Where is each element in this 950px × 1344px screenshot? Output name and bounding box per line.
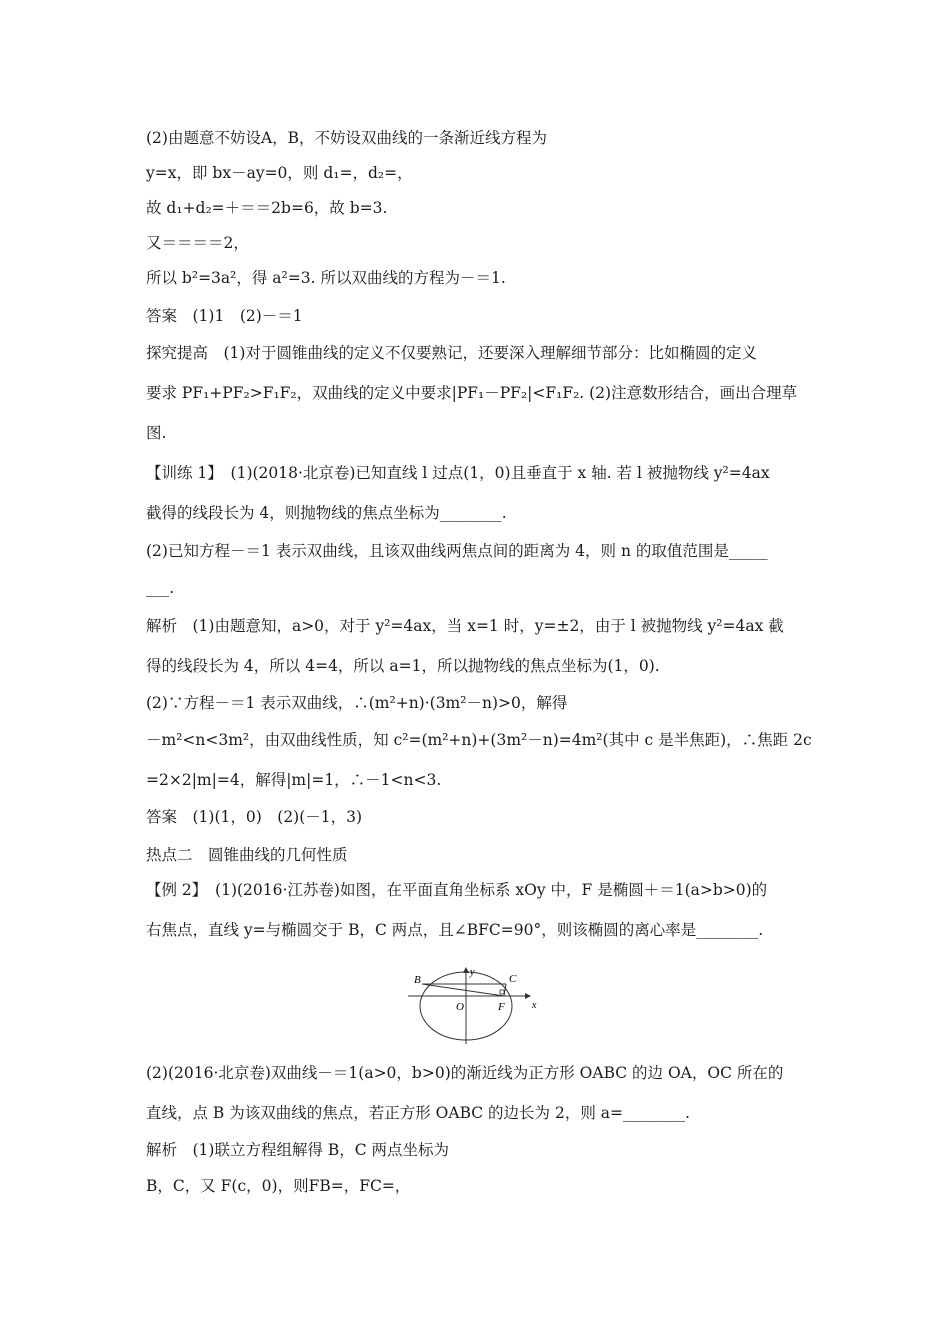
- line-17: －m²<n<3m²，由双曲线性质，知 c²=(m²+n)+(3m²－n)=4m²(其中 c 是半焦距)，∴焦距 2c: [146, 731, 812, 749]
- line-26: B，C，又 F(c，0)，则FB=，FC=，: [146, 1177, 411, 1195]
- line-2: y=x，即 bx－ay=0，则 d₁=，d₂=，: [146, 164, 413, 182]
- label-y: y: [470, 967, 475, 978]
- label-f: F: [498, 1001, 505, 1013]
- section-heading: 热点二 圆锥曲线的几何性质: [146, 846, 348, 864]
- label-x: x: [532, 1000, 537, 1011]
- label-b: B: [414, 974, 421, 986]
- line-1: (2)由题意不妨设A，B，不妨设双曲线的一条渐近线方程为: [146, 129, 548, 147]
- line-5: 所以 b²=3a²，得 a²=3. 所以双曲线的方程为－＝1.: [146, 269, 506, 287]
- line-13: ___.: [146, 579, 175, 597]
- line-22: 右焦点，直线 y=与椭圆交于 B，C 两点，且∠BFC=90°，则该椭圆的离心率是________.: [146, 921, 764, 939]
- exercise-heading: 【训练 1】 (1)(2018·北京卷)已知直线 l 过点(1，0)且垂直于 x 轴. 若 l 被抛物线 y²=4ax: [146, 464, 770, 482]
- answer-2: 答案 (1)(1，0) (2)(－1，3): [146, 808, 363, 826]
- line-18: =2×2|m|=4，解得|m|=1，∴－1<n<3.: [146, 771, 442, 789]
- line-4: 又＝＝＝＝2，: [146, 234, 249, 252]
- right-angle-mark: [500, 990, 504, 994]
- label-c: C: [509, 973, 517, 985]
- answer-1: 答案 (1)1 (2)－＝1: [146, 307, 303, 325]
- line-3: 故 d₁+d₂=＋＝＝2b=6，故 b=3.: [146, 199, 388, 217]
- line-24: 直线，点 B 为该双曲线的焦点，若正方形 OABC 的边长为 2，则 a=________.: [146, 1104, 690, 1122]
- line-23: (2)(2016·北京卷)双曲线－＝1(a>0，b>0)的渐近线为正方形 OABC 的边 OA，OC 所在的: [146, 1064, 784, 1082]
- line-15: 得的线段长为 4，所以 4=4，所以 a=1，所以抛物线的焦点坐标为(1，0).: [146, 657, 660, 675]
- line-12: (2)已知方程－＝1 表示双曲线，且该双曲线两焦点间的距离为 4，则 n 的取值范围是_____: [146, 542, 768, 560]
- line-14: 解析 (1)由题意知，a>0，对于 y²=4ax，当 x=1 时，y=±2，由于 l 被抛物线 y²=4ax 截: [146, 617, 784, 635]
- label-o: O: [456, 1001, 464, 1013]
- line-16: (2)∵方程－＝1 表示双曲线，∴(m²+n)·(3m²－n)>0，解得: [146, 694, 568, 712]
- line-11: 截得的线段长为 4，则抛物线的焦点坐标为________.: [146, 504, 507, 522]
- example-heading: 【例 2】 (1)(2016·江苏卷)如图，在平面直角坐标系 xOy 中，F 是椭圆＋＝1(a>b>0)的: [146, 881, 768, 899]
- line-25: 解析 (1)联立方程组解得 B，C 两点坐标为: [146, 1141, 450, 1159]
- line-9: 图.: [146, 424, 167, 442]
- ellipse-figure: [400, 966, 550, 1046]
- segment-bf: [422, 984, 504, 996]
- line-8: 要求 PF₁+PF₂>F₁F₂，双曲线的定义中要求|PF₁－PF₂|<F₁F₂. (2)注意数形结合，画出合理草: [146, 384, 798, 402]
- line-7: 探究提高 (1)对于圆锥曲线的定义不仅要熟记，还要深入理解细节部分：比如椭圆的定义: [146, 344, 757, 362]
